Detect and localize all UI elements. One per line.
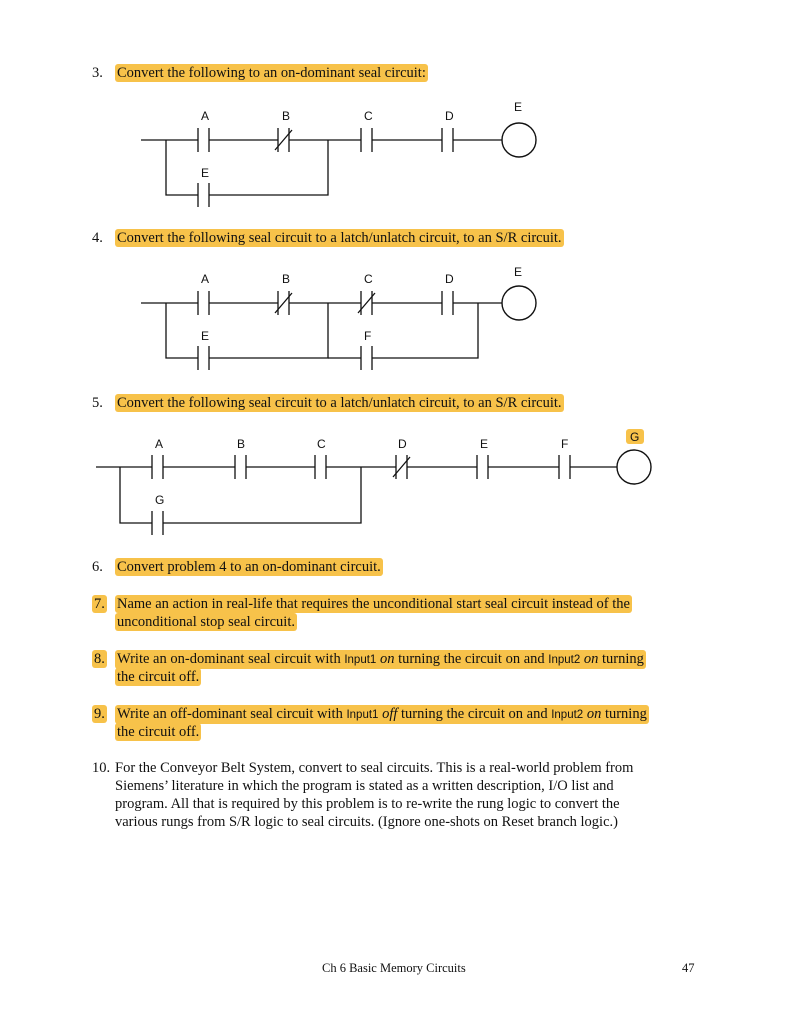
- question-number: 7.: [94, 596, 105, 612]
- question-number: 3.: [92, 65, 103, 81]
- question-number: 6.: [92, 559, 103, 575]
- contact-label: G: [155, 493, 165, 507]
- contact-label: F: [364, 329, 372, 343]
- contact-label: D: [445, 109, 454, 123]
- page-number: 47: [682, 961, 695, 975]
- contact-label: B: [237, 437, 246, 451]
- coil-label: E: [514, 265, 523, 279]
- question-text: Convert problem 4 to an on-dominant circuit.: [117, 559, 381, 575]
- contact-label: E: [201, 329, 210, 343]
- question-text-line-1: Write an on-dominant seal circuit with Input1 on turning the circuit on and Input2 on turning: [117, 651, 644, 667]
- contact-label: A: [201, 272, 210, 286]
- question-text-line-1: Name an action in real-life that requires the unconditional start seal circuit instead of the: [117, 596, 630, 612]
- question-text: Convert the following seal circuit to a latch/unlatch circuit, to an S/R circuit.: [117, 395, 562, 411]
- question-text-line-1: Write an off-dominant seal circuit with Input1 off turning the circuit on and Input2 on turning: [117, 706, 647, 722]
- coil-label: G: [630, 430, 640, 444]
- question-text-line-2: the circuit off.: [117, 669, 200, 685]
- contact-label: D: [445, 272, 454, 286]
- ladder-diagram-q4: [0, 260, 791, 380]
- contact-label: B: [282, 272, 291, 286]
- question-text-line-2: the circuit off.: [117, 724, 200, 740]
- question-text: Convert the following to an on-dominant seal circuit:: [117, 65, 426, 81]
- question-text-line-4: various rungs from S/R logic to seal circuits. (Ignore one-shots on Reset branch logic.): [115, 814, 618, 830]
- ladder-diagram-q3: [0, 95, 791, 215]
- contact-label: E: [480, 437, 489, 451]
- coil-label: E: [514, 100, 523, 114]
- contact-label: C: [364, 272, 373, 286]
- coil-icon: [502, 286, 536, 320]
- question-text-line-2: Siemens’ literature in which the program is stated as a written description, I/O list and: [115, 778, 614, 794]
- contact-label: E: [201, 166, 210, 180]
- question-number: 8.: [94, 651, 105, 667]
- question-number: 9.: [94, 706, 105, 722]
- contact-label: C: [317, 437, 326, 451]
- input-name: Input1: [346, 709, 379, 721]
- contact-label: C: [364, 109, 373, 123]
- question-text-line-3: program. All that is required by this problem is to re-write the rung logic to convert the: [115, 796, 620, 812]
- contact-label: A: [155, 437, 164, 451]
- coil-icon: [617, 450, 651, 484]
- question-text-line-2: unconditional stop seal circuit.: [117, 614, 295, 630]
- ladder-diagram-q5: [0, 423, 791, 543]
- coil-icon: [502, 123, 536, 157]
- input-name: Input2: [551, 709, 584, 721]
- question-number: 10.: [92, 760, 111, 776]
- input-name: Input2: [548, 654, 581, 666]
- contact-label: A: [201, 109, 210, 123]
- footer-title: Ch 6 Basic Memory Circuits: [322, 961, 466, 975]
- question-number: 5.: [92, 395, 103, 411]
- contact-label: B: [282, 109, 291, 123]
- question-text: Convert the following seal circuit to a latch/unlatch circuit, to an S/R circuit.: [117, 230, 562, 246]
- question-number: 4.: [92, 230, 103, 246]
- question-text-line-1: For the Conveyor Belt System, convert to seal circuits. This is a real-world problem from: [115, 760, 634, 776]
- input-name: Input1: [344, 654, 377, 666]
- contact-label: D: [398, 437, 407, 451]
- contact-label: F: [561, 437, 569, 451]
